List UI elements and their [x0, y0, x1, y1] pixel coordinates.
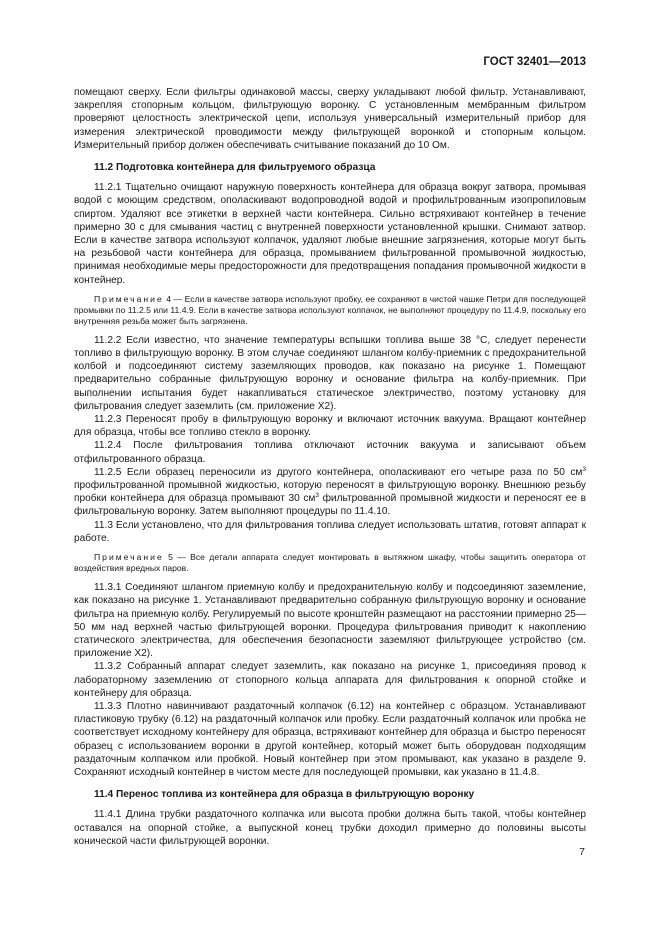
paragraph-11-2-5 [74, 466, 586, 519]
document-code: ГОСТ 32401—2013 [483, 56, 586, 68]
superscript-cubic-1: 3 [582, 465, 586, 473]
section-heading-11-2: 11.2 Подготовка контейнера для фильтруемого образца [94, 162, 376, 174]
paragraph-11-2-3: 11.2.3 Переносят пробу в фильтрующую воронку и включают источник вакуума. Вращают контейнер для образца, чтобы все топливо стекло в воронку. [74, 414, 586, 439]
paragraph-11-2-2: 11.2.2 Если известно, что значение температуры вспышки топлива выше 38 °С, следует перенести топливо в фильтрующую воронку. В этом случае соединяют шлангом колбу-приемник с предохранительной колбой и подсоединяют систему заземляющих проводов, как показано на рисунке 1. Помещают предварительно собранные фильтрующую воронку и основание фильтра на колбу-приемник. При выполнении испытания будет накапливаться статическое электричество, поэтому установку для фильтрования следует заземлить (см. приложение Х2). [74, 334, 586, 412]
paragraph-11-3-1: 11.3.1 Соединяют шлангом приемную колбу и предохранительную колбу и подсоединяют заземление, как показано на рисунке 1. Устанавливают предварительно собранную фильтрующую воронку и основание фильтра на приемную колбу. Регулируемый по высоте кронштейн размещают на расстоянии примерно 25—50 мм над верхней частью фильтрующей воронки. Процедура фильтрования приводит к накоплению статического электричества, для обеспечения безопасности заземляют фильтрующее устройство (см. приложение Х2). [74, 582, 586, 660]
paragraph-11-2-5-part-c: фильтрованной промывной жидкости и переносят ее в фильтровальную воронку. Затем выполняют процедуры по 11.4.10. [74, 493, 586, 518]
note-4-label: Примечание [94, 293, 164, 304]
paragraph-11-3: 11.3 Если установлено, что для фильтрования топлива следует использовать штатив, готовят аппарат к работе. [74, 519, 586, 544]
paragraph-continuation: помещают сверху. Если фильтры одинаковой массы, сверху укладывают любой фильтр. Устанавливают, закрепляя стопорным кольцом, фильтрующую воронку. С установленным мембранным фильтром проверяют целостность электрической цепи, используя универсальный измерительный прибор для измерения электрической проводимости между фильтрующей воронкой и стопорным кольцом. Измерительный прибор должен обеспечивать считывание показаний до 10 Ом. [74, 87, 586, 151]
note-5-text: 5 — Все детали аппарата следует монтировать в вытяжном шкафу, чтобы защитить оператора от воздействия вредных паров. [74, 552, 586, 574]
note-5 [74, 552, 586, 574]
note-4-text: 4 — Если в качестве затвора используют пробку, ее сохраняют в чистой чашке Петри для последующей промывки по 11.2.5 или 11.4.9. Если в качестве затвора используют колпачок, не выполняют процедуру по 11.4.9, поскольку его внутренняя резьба может быть загрязнена. [74, 293, 586, 326]
paragraph-11-2-5-part-a: 11.2.5 Если образец переносили из другого контейнера, ополаскивают его четыре раза по 50 см [94, 466, 583, 478]
paragraph-11-2-1: 11.2.1 Тщательно очищают наружную поверхность контейнера для образца вокруг затвора, промывая водой с моющим средством, ополаскивают водопроводной водой и профильтрованным изопропиловым спиртом. Удаляют все этикетки в верхней части контейнера. Сильно встряхивают контейнер в течение примерно 30 с для смывания частиц с внутренней поверхности установленной крышки. Снимают затвор. Если в качестве затвора используют колпачок, удаляют любые внешние загрязнения, которые могут быть на резьбовой части контейнера для образца, промыванием фильтрованной промывочной жидкостью, принимая необходимые меры предосторожности для предотвращения попадания промывочной жидкости в контейнер. [74, 182, 586, 286]
superscript-cubic-2: 3 [315, 492, 319, 500]
page-content [74, 86, 586, 848]
paragraph-11-2-4: 11.2.4 После фильтрования топлива отключают источник вакуума и записывают объем отфильтрованного образца. [74, 440, 586, 465]
paragraph-11-3-2: 11.3.2 Собранный аппарат следует заземлить, как показано на рисунке 1, присоединяя провод к лабораторному заземлению от стопорного кольца аппарата для фильтрования к опорной стойке и контейнеру для образца. [74, 661, 586, 699]
section-heading-11-4: 11.4 Перенос топлива из контейнера для образца в фильтрующую воронку [94, 789, 475, 801]
paragraph-11-3-3: 11.3.3 Плотно навинчивают раздаточный колпачок (6.12) на контейнер с образцом. Устанавливают пластиковую трубку (6.12) на раздаточный колпачок или пробку. Если раздаточный колпачок или пробка не соответствует исходному контейнеру для образца, встряхивают контейнер для образца и быстро переносят образец с использованием воронки в другой контейнер, который может быть оборудован подходящим раздаточным колпачком или пробкой. Новый контейнер при этом промывают, как указано в разделе 9. Сохраняют исходный контейнер в чистом месте для последующей промывки, как указано в 11.4.8. [74, 700, 586, 778]
paragraph-11-2-5-part-b: профильтрованной промывной жидкостью, которую переносят в фильтрующую воронку. Внешнюю резьбу пробки контейнера для образца промывают 30 см [74, 480, 586, 505]
note-4 [74, 294, 586, 327]
paragraph-11-4-1: 11.4.1 Длина трубки раздаточного колпачка или высота пробки должна быть такой, чтобы контейнер оставался на опорной стойке, а выпускной конец трубки доходил примерно до половины высоты конической части фильтрующей воронки. [74, 809, 586, 847]
page-number: 7 [579, 846, 585, 858]
note-5-label: Примечание [94, 552, 164, 563]
